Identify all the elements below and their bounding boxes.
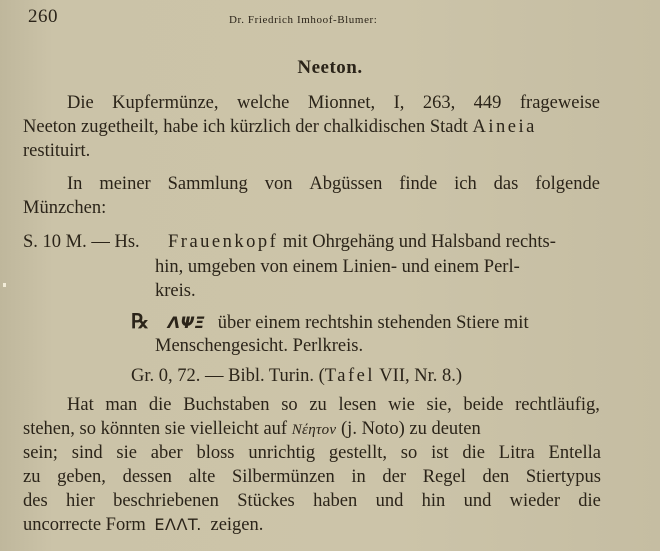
word: sein;	[23, 443, 58, 463]
para2-line2: Münzchen:	[23, 198, 107, 218]
greek-word: Νέητον	[291, 422, 337, 438]
reference-text-b: VII, Nr. 8.)	[375, 366, 463, 386]
word: meiner	[99, 174, 151, 194]
obverse-line3: kreis.	[155, 281, 196, 301]
word: finde	[399, 174, 438, 194]
word: hier	[65, 491, 95, 511]
word: man	[105, 395, 138, 415]
reference-line	[131, 364, 462, 388]
obverse-type: Frauenkopf	[168, 232, 279, 252]
word: Abgüssen	[309, 174, 383, 194]
para3-line4	[23, 465, 601, 489]
word: welche	[236, 93, 290, 113]
word: alte	[188, 467, 216, 487]
word: I,	[393, 93, 405, 113]
word: wieder	[509, 491, 560, 511]
word: dessen	[122, 467, 172, 487]
reverse-legend: ΛΨΞ	[167, 313, 206, 332]
word: und	[375, 491, 404, 511]
running-head: Dr. Friedrich Imhoof-Blumer:	[229, 14, 378, 26]
city-name-aineia: Aineia	[472, 117, 537, 137]
word: In	[67, 174, 83, 194]
word: zu	[309, 395, 327, 415]
para2-line1	[67, 172, 600, 196]
word: Kupfermünze,	[112, 93, 219, 113]
word: sie	[116, 443, 137, 463]
para3-line6	[23, 513, 263, 537]
word: von	[264, 174, 293, 194]
word: Stückes	[237, 491, 295, 511]
word: zu	[23, 467, 41, 487]
para3-line3	[23, 441, 601, 465]
word: und	[463, 491, 492, 511]
reverse-line1	[131, 310, 529, 335]
word: des	[23, 491, 48, 511]
word: ich	[454, 174, 477, 194]
reverse-symbol: ℞	[131, 311, 149, 333]
para3-line2-a: stehen, so könnten sie vielleicht auf	[23, 419, 288, 439]
reference-text-a: Gr. 0, 72. — Bibl. Turin. (	[131, 366, 325, 386]
word: 263,	[422, 93, 456, 113]
word: beschriebenen	[113, 491, 219, 511]
word: Silbermünzen	[231, 467, 335, 487]
word: unrichtig	[248, 443, 316, 463]
para3-line5	[23, 489, 601, 513]
word: hin	[421, 491, 446, 511]
word: frageweise	[519, 93, 600, 113]
word: Sammlung	[167, 174, 248, 194]
reverse-line1-text: über einem rechtshin stehenden Stiere mit	[217, 313, 529, 333]
word: Buchstaben	[183, 395, 270, 415]
para3-line2-b: (j. Noto) zu deuten	[341, 419, 481, 439]
word: den	[482, 467, 510, 487]
inscription-form: EΛΛT.	[154, 515, 202, 534]
page-number: 260	[28, 6, 58, 27]
word: aber	[150, 443, 183, 463]
reference-plate: Tafel	[324, 366, 376, 386]
word: wie	[388, 395, 415, 415]
word: Litra	[498, 443, 535, 463]
para1-line2-text: Neeton zugetheilt, habe ich kürzlich der chalkidischen Stadt	[23, 117, 468, 137]
word: die	[462, 443, 485, 463]
word: die	[148, 395, 172, 415]
para1-line2	[23, 115, 601, 139]
word: die	[578, 491, 601, 511]
obverse-line2: hin, umgeben von einem Linien- und einem Perl-	[155, 257, 520, 277]
para3-line6-a: uncorrecte Form	[23, 515, 146, 535]
word: der	[382, 467, 407, 487]
para1-line1	[67, 91, 600, 115]
word: bloss	[196, 443, 235, 463]
word: geben,	[57, 467, 106, 487]
page-header	[28, 6, 640, 28]
word: Mionnet,	[307, 93, 376, 113]
word: lesen	[338, 395, 377, 415]
word: gestellt,	[328, 443, 387, 463]
reverse-line2: Menschengesicht. Perlkreis.	[155, 336, 364, 356]
section-title: Neeton.	[297, 57, 363, 78]
word: Regel	[422, 467, 466, 487]
word: sind	[71, 443, 103, 463]
para3-line2	[23, 417, 601, 442]
word: Hat	[67, 395, 94, 415]
word: Stiertypus	[525, 467, 601, 487]
word: so	[281, 395, 298, 415]
word: ist	[431, 443, 449, 463]
word: beide	[463, 395, 504, 415]
para3-line6-b: zeigen.	[210, 515, 264, 535]
obverse-line1-rest: mit Ohrgehäng und Halsband rechts-	[282, 232, 556, 252]
word: sie,	[426, 395, 452, 415]
word: rechtläufig,	[515, 395, 600, 415]
word: das	[493, 174, 519, 194]
entry-label: S. 10 M. — Hs.	[23, 232, 140, 252]
para3-line1	[67, 393, 600, 417]
word: folgende	[535, 174, 600, 194]
word: Entella	[548, 443, 601, 463]
word: haben	[313, 491, 358, 511]
page-speck	[3, 283, 6, 287]
word: 449	[473, 93, 502, 113]
para1-line3: restituirt.	[23, 141, 91, 161]
obverse-line1	[168, 230, 556, 254]
word: so	[400, 443, 418, 463]
word: Die	[67, 93, 94, 113]
word: in	[351, 467, 366, 487]
